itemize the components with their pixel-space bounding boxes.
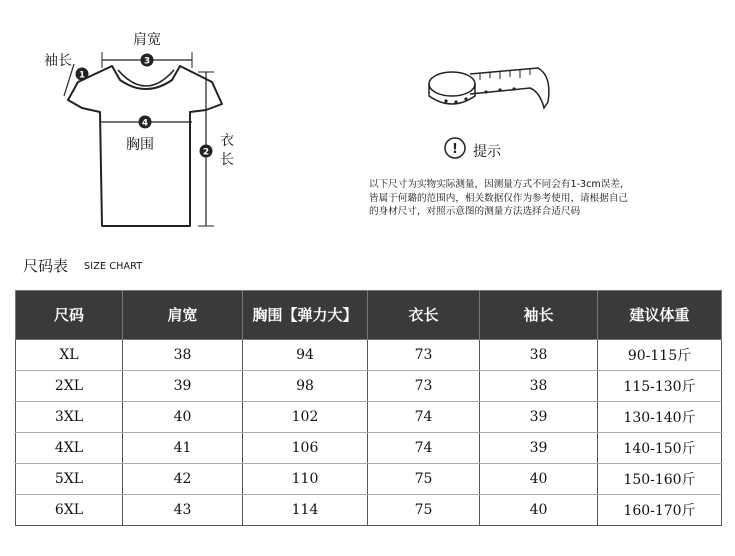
cell-weight: 90-115斤 xyxy=(598,340,722,371)
cell-shoulder: 43 xyxy=(123,495,243,526)
cell-sleeve: 40 xyxy=(480,464,598,495)
cell-length: 74 xyxy=(368,433,480,464)
length-label-top: 衣 xyxy=(220,133,234,149)
marker-2-label: 2 xyxy=(202,147,210,158)
marker-4-label: 4 xyxy=(141,118,149,129)
header-chest: 胸围【弹力大】 xyxy=(243,291,368,340)
header-size: 尺码 xyxy=(16,291,123,340)
note-line: 以下尺寸为实物实际测量，因测量方式不同会有1-3cm误差， xyxy=(369,179,630,190)
header-sleeve: 袖长 xyxy=(480,291,598,340)
table-row xyxy=(16,495,722,526)
cell-weight: 150-160斤 xyxy=(598,464,722,495)
cell-size: 6XL xyxy=(16,495,123,526)
table-header-row xyxy=(16,291,722,340)
cell-shoulder: 42 xyxy=(123,464,243,495)
cell-size: 5XL xyxy=(16,464,123,495)
cell-length: 74 xyxy=(368,402,480,433)
header-shoulder: 肩宽 xyxy=(123,291,243,340)
cell-chest: 114 xyxy=(243,495,368,526)
shoulder-label: 肩宽 xyxy=(133,32,161,48)
cell-sleeve: 39 xyxy=(480,402,598,433)
cell-sleeve: 40 xyxy=(480,495,598,526)
cell-length: 75 xyxy=(368,464,480,495)
note-line: 的身材尺寸，对照示意图的测量方法选择合适尺码 xyxy=(369,206,581,217)
cell-chest: 94 xyxy=(243,340,368,371)
size-chart-title: 尺码表 xyxy=(23,257,69,275)
chest-label: 胸围 xyxy=(126,137,154,153)
cell-size: 4XL xyxy=(16,433,123,464)
cell-chest: 102 xyxy=(243,402,368,433)
cell-size: XL xyxy=(16,340,123,371)
tip-label: 提示 xyxy=(473,144,501,160)
cell-length: 73 xyxy=(368,371,480,402)
cell-weight: 160-170斤 xyxy=(598,495,722,526)
cell-length: 73 xyxy=(368,340,480,371)
marker-1-label: 1 xyxy=(78,70,86,81)
header-length: 衣长 xyxy=(368,291,480,340)
cell-chest: 98 xyxy=(243,371,368,402)
table-row xyxy=(16,371,722,402)
cell-shoulder: 38 xyxy=(123,340,243,371)
cell-size: 2XL xyxy=(16,371,123,402)
marker-3-label: 3 xyxy=(143,56,151,67)
cell-sleeve: 38 xyxy=(480,340,598,371)
length-label-bottom: 长 xyxy=(220,152,234,168)
cell-chest: 110 xyxy=(243,464,368,495)
size-table xyxy=(15,290,722,526)
table-row xyxy=(16,340,722,371)
table-row xyxy=(16,464,722,495)
cell-sleeve: 38 xyxy=(480,371,598,402)
measurement-note xyxy=(369,178,679,219)
cell-weight: 140-150斤 xyxy=(598,433,722,464)
cell-sleeve: 39 xyxy=(480,433,598,464)
cell-chest: 106 xyxy=(243,433,368,464)
note-line: 皆属于何璐的范围内，相关数据仅作为参考使用，请根据自己 xyxy=(369,192,629,204)
cell-size: 3XL xyxy=(16,402,123,433)
cell-shoulder: 39 xyxy=(123,371,243,402)
header-weight: 建议体重 xyxy=(598,291,722,340)
cell-weight: 130-140斤 xyxy=(598,402,722,433)
warning-icon-glyph: ! xyxy=(452,142,458,157)
table-row xyxy=(16,402,722,433)
cell-shoulder: 41 xyxy=(123,433,243,464)
cell-weight: 115-130斤 xyxy=(598,371,722,402)
size-chart-subtitle: SIZE CHART xyxy=(84,261,143,272)
sleeve-label: 袖长 xyxy=(44,53,72,69)
cell-length: 75 xyxy=(368,495,480,526)
cell-shoulder: 40 xyxy=(123,402,243,433)
table-row xyxy=(16,433,722,464)
